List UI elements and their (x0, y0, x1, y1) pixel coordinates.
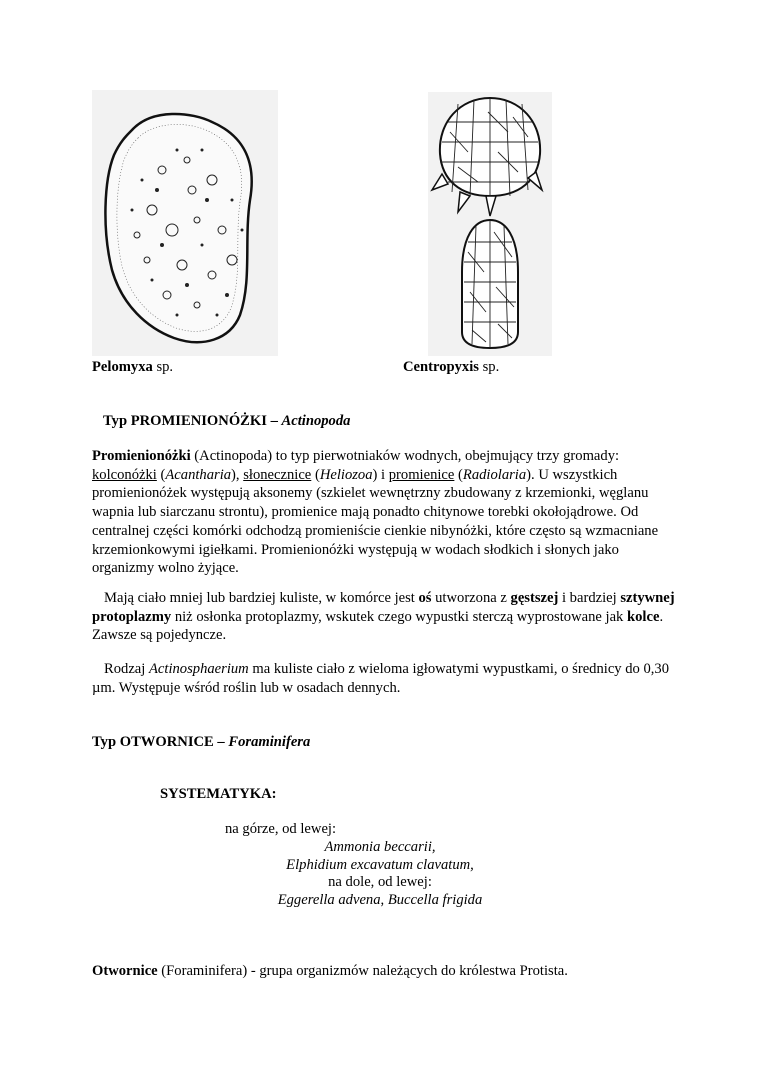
centropyxis-illustration (428, 92, 552, 356)
term-gestszej: gęstszej (510, 590, 559, 606)
text: utworzona z (431, 590, 511, 606)
text: ), (231, 466, 244, 483)
text: ma kuliste ciało z wieloma igłowatymi wypustkami, o średnicy do 0,30 µm. Występuje wśród roślin lub w osadach dennych. (92, 661, 670, 696)
systematyka-heading (160, 785, 277, 804)
text: ) i (372, 466, 389, 483)
actinopoda-heading (103, 412, 350, 431)
centropyxis-genus: Centropyxis (403, 359, 479, 375)
text: ( (454, 466, 463, 483)
text: (Actinopoda) to typ pierwotniaków wodnych, obejmujący trzy gromady: (190, 448, 620, 464)
text: niż osłonka protoplazmy, wskutek czego wypustki sterczą wyprostowane jak (171, 608, 627, 625)
caption-top-label: na górze, od lewej: (225, 821, 337, 837)
actinopoda-paragraph-2 (92, 589, 682, 645)
latin-acantharia: Acantharia (165, 466, 232, 483)
species-eggerella-advena: Eggerella advena (277, 892, 381, 908)
actinopoda-heading-bold: Typ PROMIENIONÓŻKI – (103, 413, 282, 429)
latin-radiolaria: Radiolaria (462, 466, 527, 483)
centropyxis-caption (403, 358, 499, 377)
text: . Zawsze są pojedyncze. (92, 608, 664, 644)
pelomyxa-caption (92, 358, 173, 377)
caption-line-2 (180, 838, 580, 857)
latin-actinosphaerium: Actinosphaerium (149, 661, 249, 677)
term-sztywnej-protoplazmy: sztywnej protoplazmy (92, 590, 675, 625)
caption-line-5 (180, 891, 580, 910)
species-elphidium: Elphidium excavatum clavatum, (286, 857, 474, 873)
species-buccella-frigida: Buccella frigida (387, 892, 483, 908)
link-kolconozki[interactable]: kolconóżki (92, 466, 157, 483)
link-slonecznice[interactable]: słonecznice (243, 466, 312, 483)
species-ammonia-beccarii: Ammonia beccarii, (324, 839, 436, 855)
caption-line-1 (225, 820, 336, 839)
foraminifera-heading-bold: Typ OTWORNICE – (92, 734, 229, 750)
pelomyxa-illustration (92, 90, 278, 356)
actinopoda-heading-italic: Actinopoda (281, 413, 351, 429)
term-os: oś (418, 590, 432, 606)
term-promienionozki: Promienionóżki (92, 448, 191, 464)
caption-bottom-label: na dole, od lewej: (328, 874, 432, 890)
latin-heliozoa: Heliozoa (319, 466, 373, 483)
foraminifera-definition (92, 962, 692, 981)
text: Mają ciało mniej lub bardziej kuliste, w komórce jest (104, 590, 419, 606)
term-kolce: kolce (627, 608, 660, 625)
pelomyxa-suffix: sp. (152, 359, 174, 375)
actinopoda-paragraph-3 (92, 660, 682, 697)
pelomyxa-genus: Pelomyxa (92, 359, 153, 375)
centropyxis-suffix: sp. (478, 359, 500, 375)
term-otwornice: Otwornice (92, 963, 158, 979)
text: , (380, 892, 388, 908)
text: ( (156, 466, 166, 483)
text: Rodzaj (104, 661, 149, 677)
text: i bardziej (558, 590, 621, 606)
link-promienice[interactable]: promienice (388, 466, 455, 483)
text: ). U wszystkich promienionóżek występują aksonemy (szkielet wewnętrzny zbudowany z krzemionki, węglanu wapnia lub siarczanu strontu), promienice mają ponadto chitynowe torebki okołojądrowe. Od centralnej części komórki odchodzą promieniście cienkie nibynóżki, które często są wzmacniane krzemionkowymi igiełkami. Promienionóżki występują w wodach słodkich i słonych jako organizmy wolno żyjące. (92, 466, 659, 577)
actinopoda-paragraph-1 (92, 447, 682, 578)
text: (Foraminifera) - grupa organizmów należących do królestwa Protista. (157, 963, 568, 979)
foraminifera-heading (92, 733, 310, 752)
systematyka-label: SYSTEMATYKA: (160, 786, 277, 802)
caption-line-4 (180, 873, 580, 892)
text: ( (311, 466, 320, 483)
foraminifera-heading-italic: Foraminifera (228, 734, 311, 750)
caption-line-3 (180, 856, 580, 875)
